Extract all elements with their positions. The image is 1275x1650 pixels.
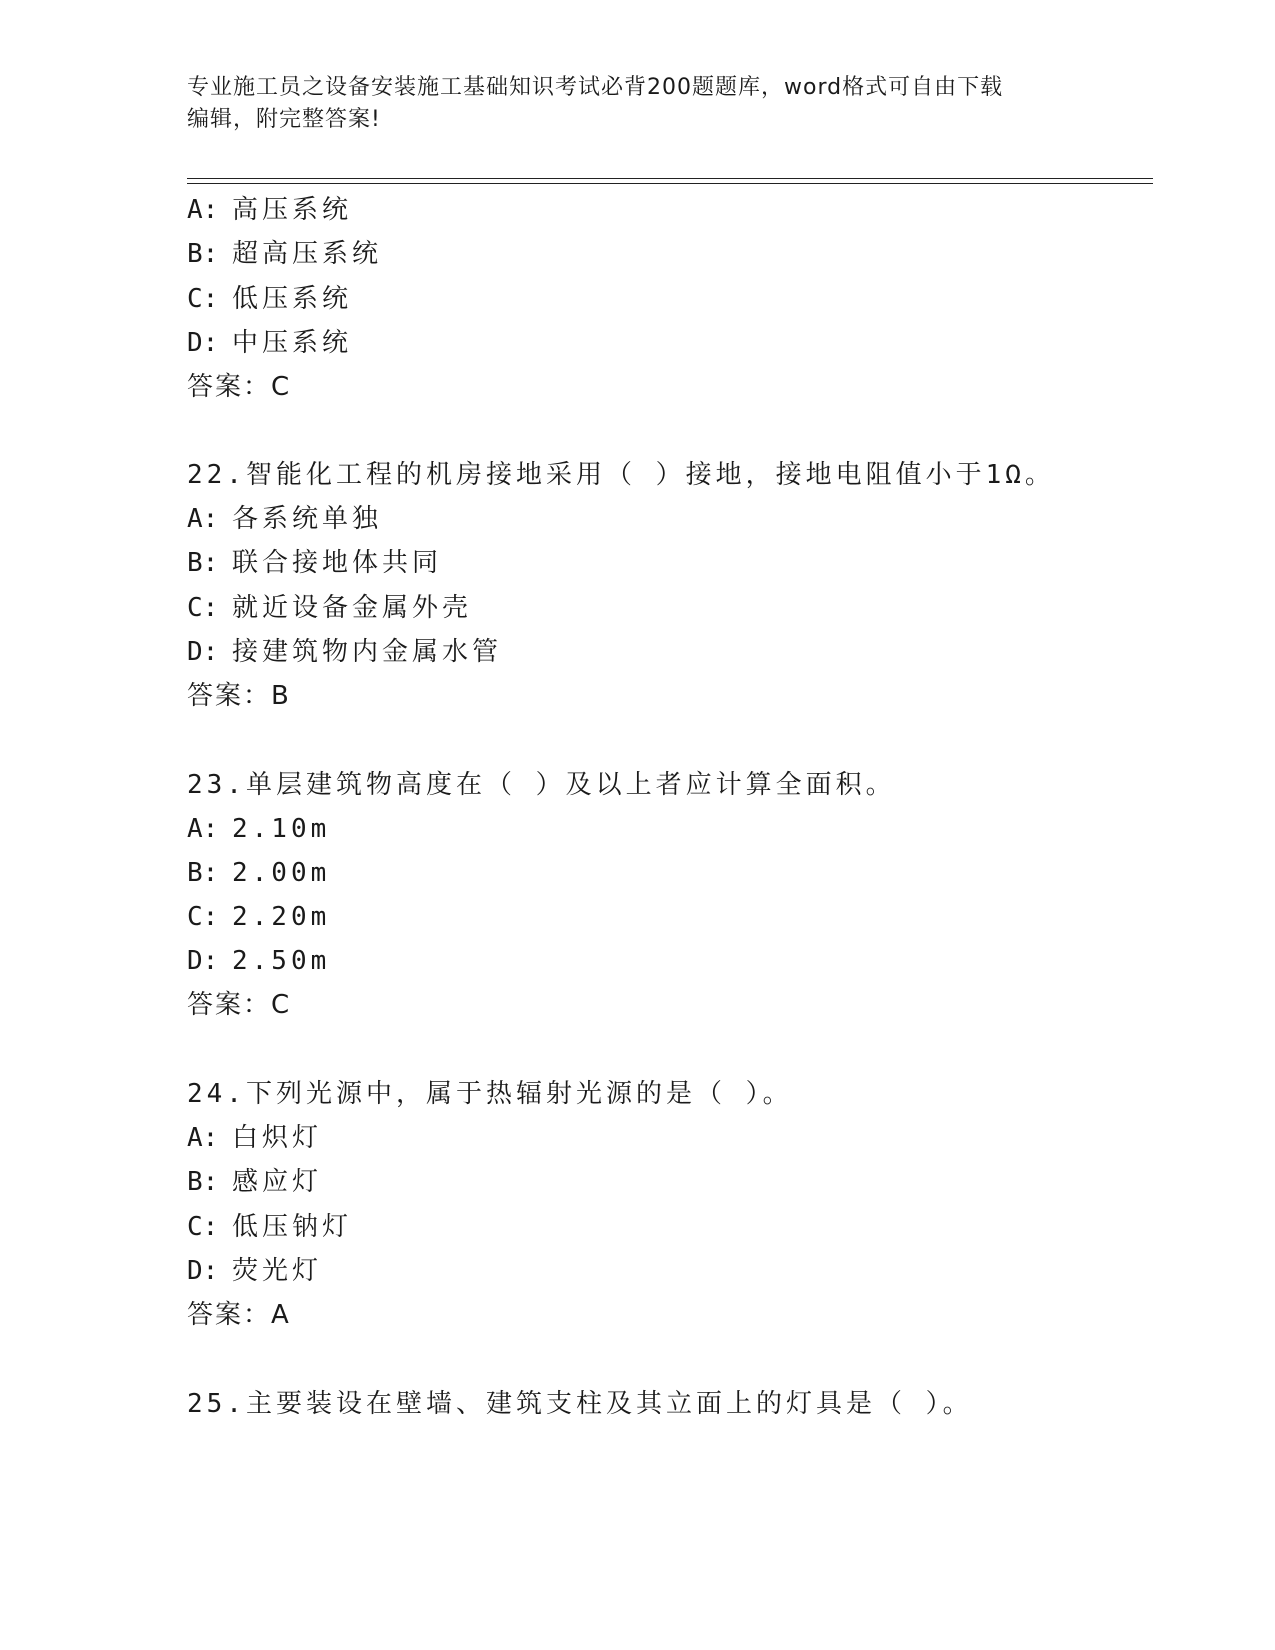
q22-question: 22.智能化工程的机房接地采用（ ）接地，接地电阻值小于1Ω。 (187, 460, 1055, 490)
header-divider-bottom (187, 183, 1153, 184)
q24-option-b: B: 感应灯 (187, 1167, 323, 1197)
q24-answer: 答案：A (187, 1300, 291, 1330)
document-header (187, 72, 1087, 136)
q22-option-a: A: 各系统单独 (187, 504, 383, 534)
q24-option-d: D: 荧光灯 (187, 1256, 323, 1286)
q25-question: 25.主要装设在壁墙、建筑支柱及其立面上的灯具是（ ）。 (187, 1389, 973, 1419)
q23-question: 23.单层建筑物高度在（ ）及以上者应计算全面积。 (187, 770, 896, 800)
q21-option-d: D: 中压系统 (187, 328, 353, 358)
q21-answer: 答案：C (187, 372, 292, 402)
q22-option-c: C: 就近设备金属外壳 (187, 593, 473, 623)
header-title-line-1: 专业施工员之设备安装施工基础知识考试必背200题题库，word格式可自由下载 (187, 75, 1004, 100)
header-title-line-2: 编辑，附完整答案! (187, 107, 381, 132)
q21-option-b: B: 超高压系统 (187, 239, 383, 269)
q22-answer: 答案：B (187, 681, 291, 711)
q24-option-c: C: 低压钠灯 (187, 1212, 353, 1242)
q22-option-d: D: 接建筑物内金属水管 (187, 637, 503, 667)
q21-option-c: C: 低压系统 (187, 284, 353, 314)
q23-option-b: B: 2.00m (187, 858, 331, 888)
q24-question: 24.下列光源中，属于热辐射光源的是（ ）。 (187, 1079, 793, 1109)
q21-option-a: A: 高压系统 (187, 195, 353, 225)
header-divider-top (187, 178, 1153, 179)
q23-option-a: A: 2.10m (187, 814, 331, 844)
q22-option-b: B: 联合接地体共同 (187, 548, 443, 578)
q23-answer: 答案：C (187, 990, 292, 1020)
q23-option-d: D: 2.50m (187, 946, 331, 976)
q24-option-a: A: 白炽灯 (187, 1123, 323, 1153)
q23-option-c: C: 2.20m (187, 902, 331, 932)
